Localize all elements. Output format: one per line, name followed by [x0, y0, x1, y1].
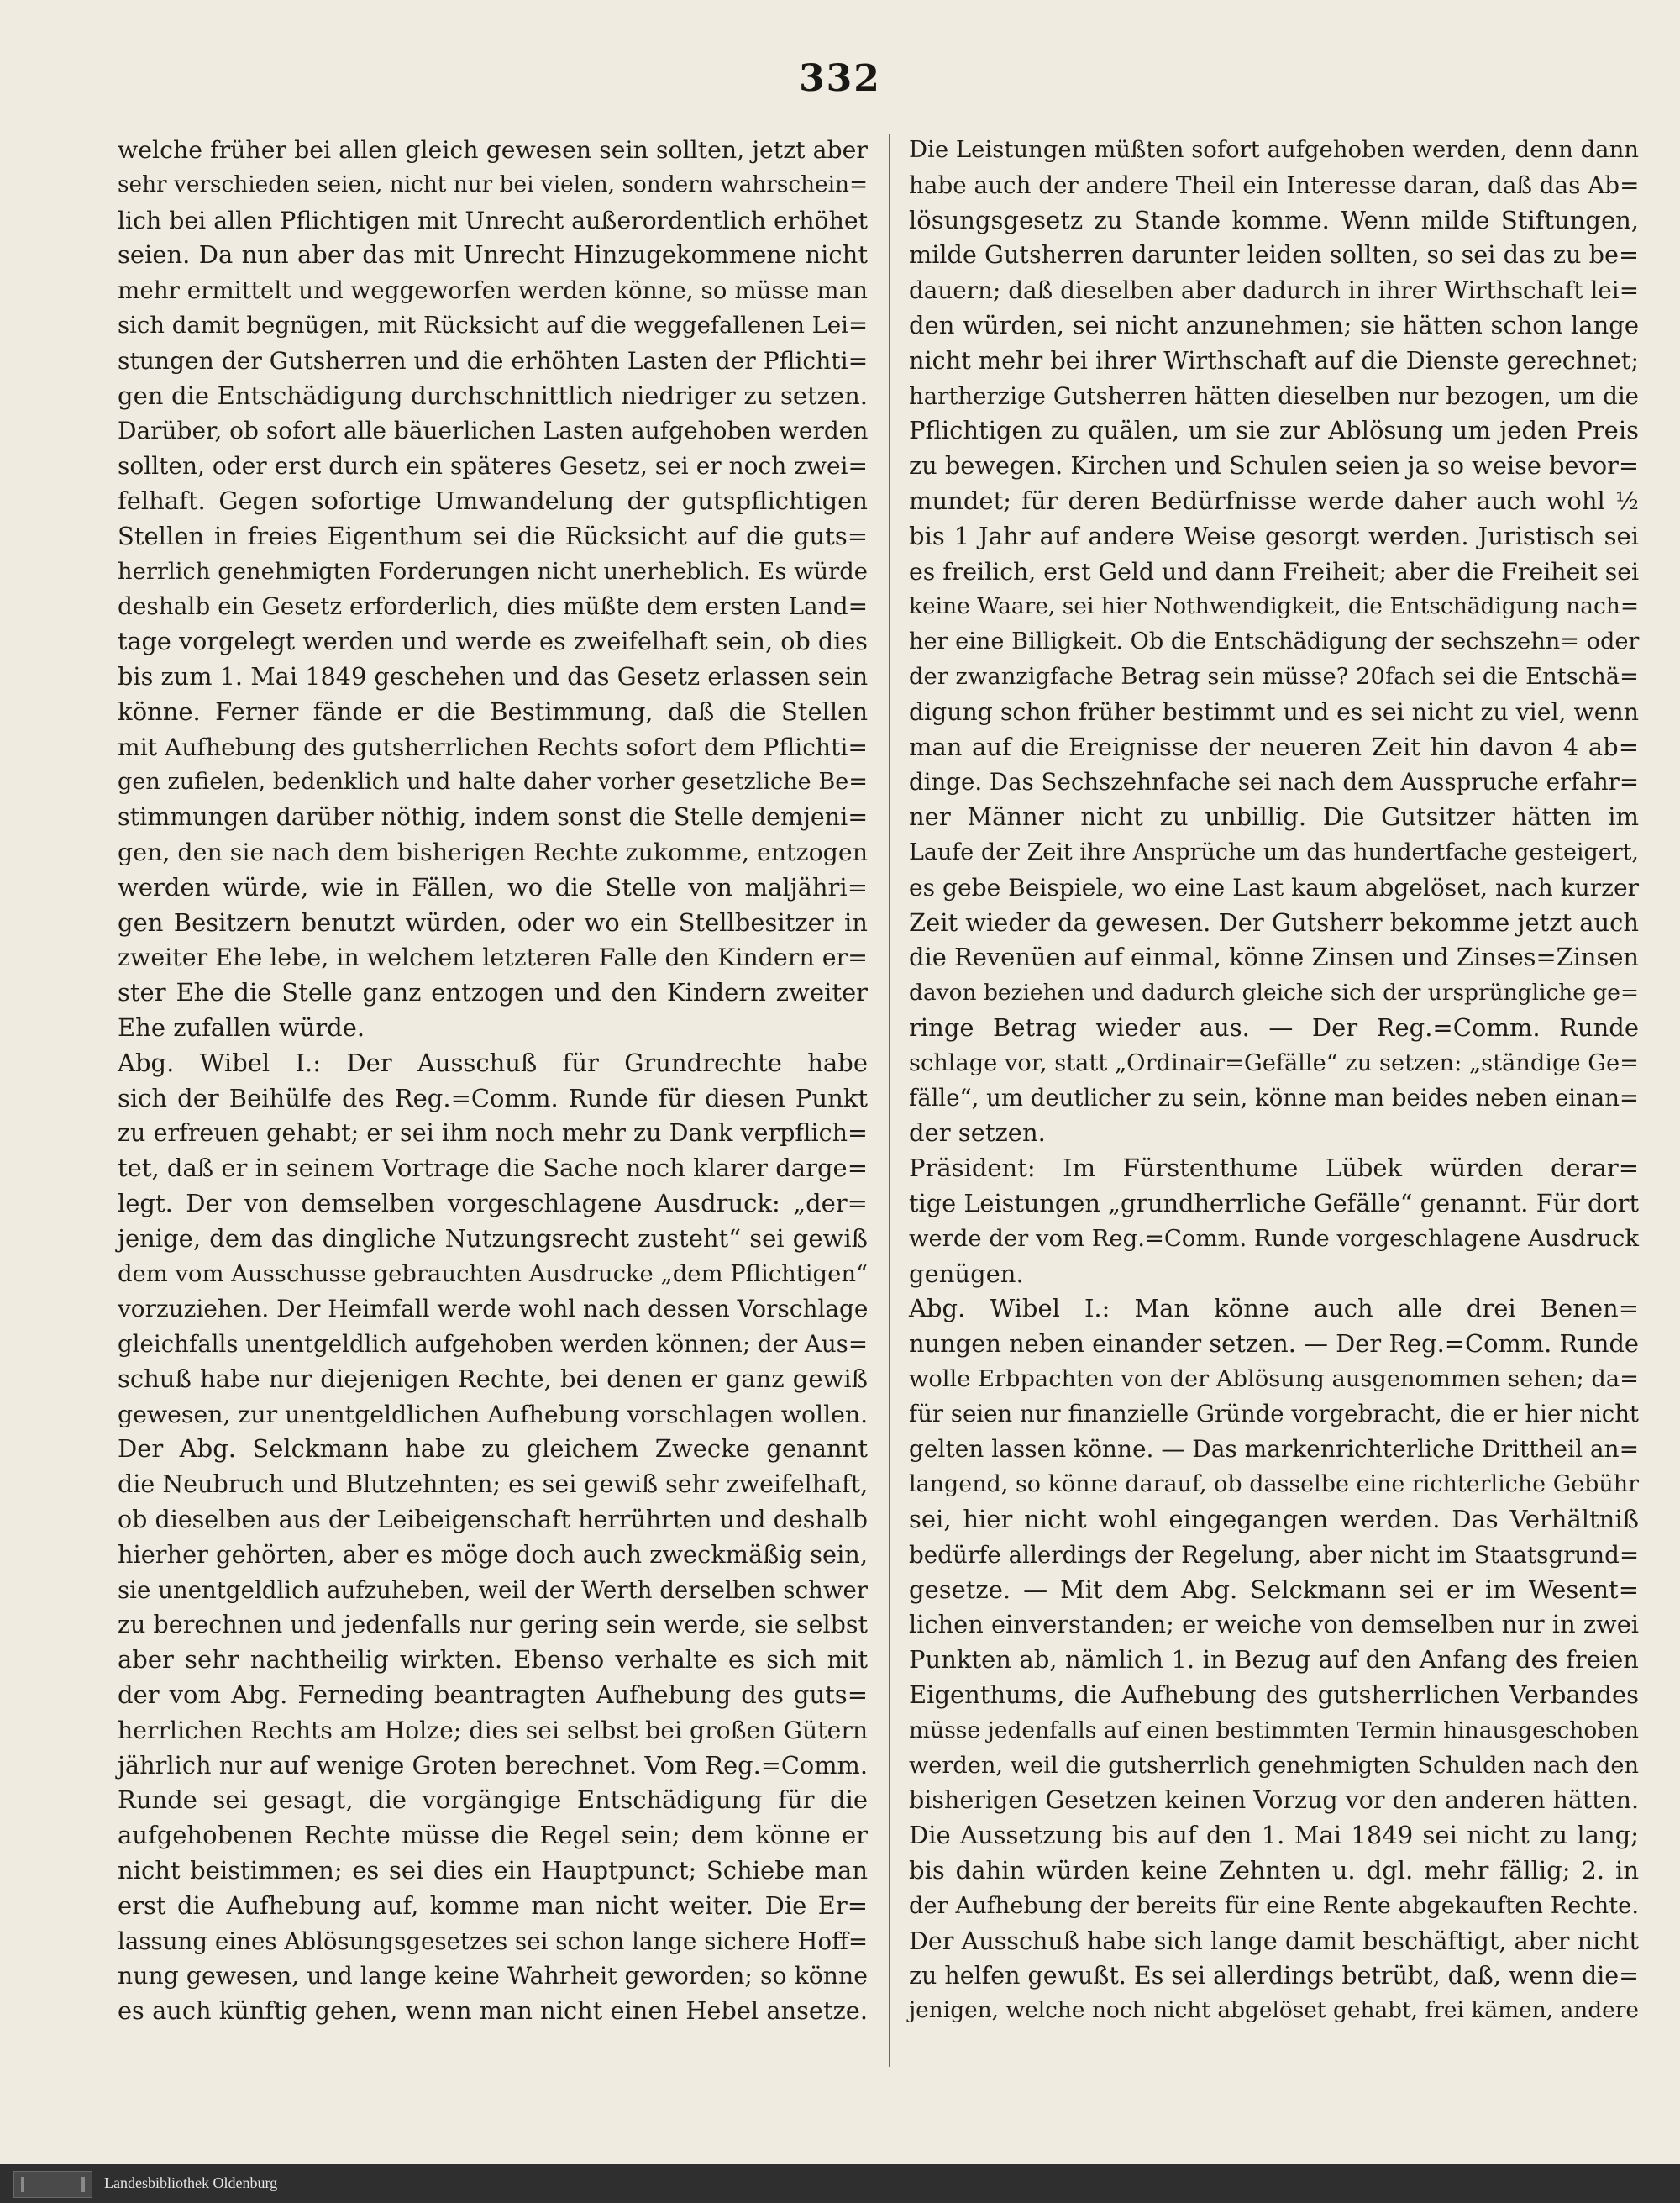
left-text-column — [118, 133, 868, 2029]
text-line: sie unentgeldlich aufzuheben, weil der Werth derselben schwer — [118, 1575, 868, 1604]
text-line: Runde sei gesagt, die vorgängige Entschädigung für die — [118, 1785, 868, 1815]
text-line: bedürfe allerdings der Regelung, aber nicht im Staatsgrund= — [909, 1540, 1640, 1569]
text-line: jenige, dem das dingliche Nutzungsrecht zusteht“ sei gewiß — [118, 1223, 868, 1253]
text-line: gesetze. — Mit dem Abg. Selckmann sei er im Wesent= — [909, 1575, 1639, 1604]
text-line: stimmungen darüber nöthig, indem sonst die Stelle demjeni= — [118, 803, 869, 832]
text-line: sehr verschieden seien, nicht nur bei vielen, sondern wahrschein= — [118, 171, 868, 197]
text-line: zweiter Ehe lebe, in welchem letzteren Falle den Kindern er= — [118, 944, 868, 972]
text-line: Die Aussetzung bis auf den 1. Mai 1849 sei nicht zu lang; — [909, 1821, 1639, 1850]
text-line: es freilich, erst Geld und dann Freiheit; aber die Freiheit sei — [909, 557, 1640, 586]
text-line: gen die Entschädigung durchschnittlich niedriger zu setzen. — [118, 381, 868, 410]
text-line: erst die Aufhebung auf, komme man nicht weiter. Die Er= — [118, 1890, 868, 1920]
text-line: mehr ermittelt und weggeworfen werden könne, so müsse man — [118, 276, 868, 305]
text-line: davon beziehen und dadurch gleiche sich der ursprüngliche ge= — [909, 980, 1640, 1007]
text-line: gelten lassen könne. — Das markenrichterliche Drittheil an= — [909, 1435, 1640, 1464]
text-line: tige Leistungen „grundherrliche Gefälle“ genannt. Für dort — [909, 1188, 1639, 1217]
text-line: lich bei allen Pflichtigen mit Unrecht außerordentlich erhöhet — [118, 206, 868, 234]
text-line: der Aufhebung der bereits für eine Rente abgekauften Rechte. — [909, 1892, 1639, 1919]
text-line: zu berechnen und jedenfalls nur gering sein werde, sie selbst — [118, 1610, 868, 1639]
text-line: wolle Erbpachten von der Ablösung ausgenommen sehen; da= — [909, 1365, 1639, 1392]
text-line: müsse jedenfalls auf einen bestimmten Termin hinausgeschoben — [909, 1717, 1639, 1743]
text-line: Ehe zufallen würde. — [118, 1012, 365, 1042]
text-line: seien. Da nun aber das mit Unrecht Hinzugekommene nicht — [118, 240, 868, 270]
text-line: gleichfalls unentgeldlich aufgehoben werden können; der Aus= — [118, 1330, 868, 1359]
text-line: der vom Abg. Ferneding beantragten Aufhebung des guts= — [118, 1680, 868, 1710]
text-line: gen zufielen, bedenklich und halte daher vorher gesetzliche Be= — [118, 769, 868, 796]
library-building-icon — [13, 2171, 92, 2198]
text-line: die Revenüen auf einmal, könne Zinsen und Zinses=Zinsen — [909, 943, 1639, 972]
text-line: werden, weil die gutsherrlich genehmigten Schulden nach den — [909, 1752, 1639, 1779]
text-line: Der Ausschuß habe sich lange damit beschäftigt, aber nicht — [909, 1926, 1639, 1955]
text-line: tet, daß er in seinem Vortrage die Sache noch klarer darge= — [118, 1154, 868, 1183]
column-divider — [889, 134, 890, 2067]
text-line: die Neubruch und Blutzehnten; es sei gewiß sehr zweifelhaft, — [118, 1470, 869, 1499]
text-line: für seien nur finanzielle Gründe vorgebracht, die er hier nicht — [909, 1400, 1639, 1427]
text-line: nicht beistimmen; es sei dies ein Hauptpunct; Schiebe man — [118, 1856, 868, 1885]
text-line: ner Männer nicht zu unbillig. Die Gutsitzer hätten im — [909, 802, 1639, 832]
text-line: Abg. Wibel I.: Der Ausschuß für Grundrechte habe — [118, 1048, 868, 1077]
text-line: werden würde, wie in Fällen, wo die Stelle von maljähri= — [118, 872, 868, 902]
text-line: dauern; daß dieselben aber dadurch in ihrer Wirthschaft lei= — [909, 276, 1639, 305]
text-line: es gebe Beispiele, wo eine Last kaum abgelöset, nach kurzer — [909, 873, 1639, 902]
text-line: tage vorgelegt werden und werde es zweifelhaft sein, ob dies — [118, 627, 868, 656]
text-line: es auch künftig gehen, wenn man nicht einen Hebel ansetze. — [118, 1996, 868, 2026]
page-number: 332 — [799, 57, 881, 100]
text-line: milde Gutsherren darunter leiden sollten, so sei das zu be= — [909, 240, 1639, 270]
text-line: felhaft. Gegen sofortige Umwandelung der gutspflichtigen — [118, 486, 868, 515]
text-line: Abg. Wibel I.: Man könne auch alle drei Benen= — [909, 1294, 1639, 1323]
text-line: nung gewesen, und lange keine Wahrheit geworden; so könne — [118, 1962, 868, 1990]
text-line: hartherzige Gutsherren hätten dieselben nur bezogen, um die — [909, 381, 1639, 410]
text-line: aufgehobenen Rechte müsse die Regel sein; dem könne er — [118, 1821, 868, 1850]
footer-bar — [0, 2164, 1680, 2203]
text-line: Die Leistungen müßten sofort aufgehoben werden, denn dann — [909, 136, 1639, 163]
text-line: habe auch der andere Theil ein Interesse daran, daß das Ab= — [909, 171, 1640, 199]
text-line: stungen der Gutsherren und die erhöhten Lasten der Pflichti= — [118, 346, 869, 375]
text-line: keine Waare, sei hier Nothwendigkeit, die Entschädigung nach= — [909, 593, 1639, 620]
text-line: bisherigen Gesetzen keinen Vorzug vor den anderen hätten. — [909, 1786, 1640, 1815]
text-line: jenigen, welche noch nicht abgelöset gehabt, frei kämen, andere — [909, 1998, 1639, 2024]
text-line: Darüber, ob sofort alle bäuerlichen Lasten aufgehoben werden — [118, 417, 869, 445]
text-line: ringe Betrag wieder aus. — Der Reg.=Comm. Runde — [909, 1012, 1639, 1042]
text-line: herrlich genehmigten Forderungen nicht unerheblich. Es würde — [118, 558, 868, 585]
text-line: langend, so könne darauf, ob dasselbe eine richterliche Gebühr — [909, 1471, 1639, 1498]
right-text-column — [909, 133, 1639, 2029]
text-line: deshalb ein Gesetz erforderlich, dies müßte dem ersten Land= — [118, 592, 868, 621]
text-line: gen, den sie nach dem bisherigen Rechte zukomme, entzogen — [118, 838, 868, 866]
text-line: welche früher bei allen gleich gewesen sein sollten, jetzt aber — [118, 136, 868, 164]
text-line: zu erfreuen gehabt; er sei ihm noch mehr zu Dank verpflich= — [118, 1118, 868, 1148]
text-line: legt. Der von demselben vorgeschlagene Ausdruck: „der= — [118, 1188, 868, 1217]
text-line: der zwanzigfache Betrag sein müsse? 20fach sei die Entschä= — [909, 663, 1639, 690]
text-line: dem vom Ausschusse gebrauchten Ausdrucke „dem Pflichtigen“ — [118, 1260, 868, 1287]
text-line: zu helfen gewußt. Es sei allerdings betrübt, daß, wenn die= — [909, 1962, 1639, 1990]
text-line: ob dieselben aus der Leibeigenschaft herrührten und deshalb — [118, 1506, 868, 1534]
text-line: man auf die Ereignisse der neueren Zeit hin davon 4 ab= — [909, 732, 1639, 761]
text-line: lichen einverstanden; er weiche von demselben nur in zwei — [909, 1610, 1639, 1639]
text-line: dinge. Das Sechszehnfache sei nach dem Ausspruche erfahr= — [909, 768, 1639, 797]
text-line: sei, hier nicht wohl eingegangen werden. Das Verhältniß — [909, 1505, 1639, 1534]
text-line: herrlichen Rechts am Holze; dies sei selbst bei großen Gütern — [118, 1716, 869, 1744]
text-line: gen Besitzern benutzt würden, oder wo ein Stellbesitzer in — [118, 907, 868, 937]
text-line: her eine Billigkeit. Ob die Entschädigung der sechszehn= oder — [909, 628, 1640, 655]
text-line: nicht mehr bei ihrer Wirthschaft auf die Dienste gerechnet; — [909, 345, 1639, 375]
text-line: Der Abg. Selckmann habe zu gleichem Zwecke genannt — [118, 1434, 868, 1464]
text-line: werde der vom Reg.=Comm. Runde vorgeschlagene Ausdruck — [909, 1225, 1639, 1252]
text-line: Eigenthums, die Aufhebung des gutsherrlichen Verbandes — [909, 1680, 1639, 1710]
text-line: könne. Ferner fände er die Bestimmung, daß die Stellen — [118, 697, 868, 726]
text-line: den würden, sei nicht anzunehmen; sie hätten schon lange — [909, 310, 1639, 339]
text-line: mundet; für deren Bedürfnisse werde daher auch wohl ½ — [909, 486, 1639, 515]
text-line: sollten, oder erst durch ein späteres Gesetz, sei er noch zwei= — [118, 452, 868, 481]
text-line: bis dahin würden keine Zehnten u. dgl. mehr fällig; 2. in — [909, 1856, 1639, 1885]
text-line: der setzen. — [909, 1118, 1046, 1148]
text-line: ster Ehe die Stelle ganz entzogen und den Kindern zweiter — [118, 978, 868, 1007]
text-line: Präsident: Im Fürstenthume Lübek würden derar= — [909, 1154, 1639, 1183]
text-line: gewesen, zur unentgeldlichen Aufhebung vorschlagen wollen. — [118, 1400, 869, 1428]
text-line: mit Aufhebung des gutsherrlichen Rechts sofort dem Pflichti= — [118, 733, 868, 761]
text-line: hierher gehörten, aber es möge doch auch zweckmäßig sein, — [118, 1539, 868, 1569]
text-line: genügen. — [909, 1259, 1024, 1288]
text-line: schlage vor, statt „Ordinair=Gefälle“ zu setzen: „ständige Ge= — [909, 1049, 1639, 1076]
text-line: bis 1 Jahr auf andere Weise gesorgt werden. Juristisch sei — [909, 521, 1639, 550]
text-line: sich der Beihülfe des Reg.=Comm. Runde für diesen Punkt — [118, 1083, 868, 1112]
text-line: schuß habe nur diejenigen Rechte, bei denen er ganz gewiß — [118, 1364, 868, 1393]
text-line: vorzuziehen. Der Heimfall werde wohl nach dessen Vorschlage — [118, 1295, 869, 1323]
footer-label: Landesbibliothek Oldenburg — [104, 2174, 278, 2191]
text-line: sich damit begnügen, mit Rücksicht auf die weggefallenen Lei= — [118, 311, 868, 339]
text-line: digung schon früher bestimmt und es sei nicht zu viel, wenn — [909, 697, 1639, 726]
text-line: lösungsgesetz zu Stande komme. Wenn milde Stiftungen, — [909, 205, 1639, 234]
text-line: Stellen in freies Eigenthum sei die Rücksicht auf die guts= — [118, 521, 868, 550]
text-line: nungen neben einander setzen. — Der Reg.=Comm. Runde — [909, 1329, 1639, 1359]
text-line: lassung eines Ablösungsgesetzes sei schon lange sichere Hoff= — [118, 1927, 868, 1955]
text-line: jährlich nur auf wenige Groten berechnet. Vom Reg.=Comm. — [118, 1750, 868, 1780]
text-line: Punkten ab, nämlich 1. in Bezug auf den Anfang des freien — [909, 1645, 1639, 1675]
text-line: zu bewegen. Kirchen und Schulen seien ja so weise bevor= — [909, 451, 1639, 481]
text-line: aber sehr nachtheilig wirkten. Ebenso verhalte es sich mit — [118, 1645, 868, 1675]
text-line: fälle“, um deutlicher zu sein, könne man beides neben einan= — [909, 1084, 1639, 1112]
text-line: Pflichtigen zu quälen, um sie zur Ablösung um jeden Preis — [909, 416, 1639, 445]
text-line: Laufe der Zeit ihre Ansprüche um das hundertfache gesteigert, — [909, 839, 1639, 865]
text-line: Zeit wieder da gewesen. Der Gutsherr bekomme jetzt auch — [909, 907, 1639, 937]
text-line: bis zum 1. Mai 1849 geschehen und das Gesetz erlassen sein — [118, 661, 869, 691]
